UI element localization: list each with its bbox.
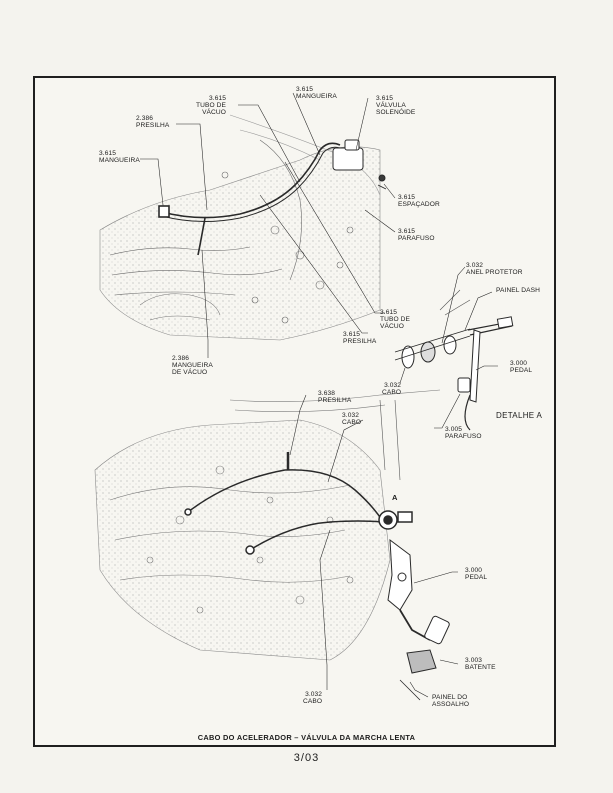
label-valvula-solenoide: 3.615 VÁLVULA SOLENÓIDE bbox=[376, 95, 416, 117]
label-cabo-3032-bottom: 3.032 CABO bbox=[303, 691, 323, 706]
label-presilha-3638: 3.638 PRESILHA bbox=[318, 390, 352, 405]
label-batente: 3.003 BATENTE bbox=[465, 657, 496, 672]
label-cabo-detail: 3.032 CABO bbox=[382, 382, 402, 397]
label-painel-dash: PAINEL DASH bbox=[496, 287, 540, 294]
label-tubo-de-vacuo-low: 3.615 TUBO DE VÁCUO bbox=[380, 309, 411, 331]
label-pedal-detail: 3.000 PEDAL bbox=[510, 360, 533, 375]
page-number: 3/03 bbox=[293, 752, 320, 764]
label-tubo-de-vacuo-top: 3.615 TUBO DE VÁCUO bbox=[196, 95, 227, 117]
label-presilha-2386: 2.386 PRESILHA bbox=[136, 115, 170, 130]
label-anel-protetor: 3.032 ANEL PROTETOR bbox=[466, 262, 523, 277]
label-mangueira-left: 3.615 MANGUEIRA bbox=[99, 150, 140, 165]
accelerator-pedal-assembly bbox=[388, 540, 450, 700]
detail-a-drawing bbox=[395, 290, 513, 430]
label-cabo-3032-top: 3.032 CABO bbox=[342, 412, 362, 427]
label-presilha-3615: 3.615 PRESILHA bbox=[343, 331, 377, 346]
label-mangueira-top: 3.615 MANGUEIRA bbox=[296, 86, 337, 101]
label-parafuso-3615: 3.615 PARAFUSO bbox=[398, 228, 435, 243]
label-parafuso-3005: 3.005 PARAFUSO bbox=[445, 426, 482, 441]
label-espacador: 3.615 ESPAÇADOR bbox=[398, 194, 440, 209]
label-pedal-main: 3.000 PEDAL bbox=[465, 567, 488, 582]
label-painel-do-assoalho: PAINEL DO ASSOALHO bbox=[432, 694, 470, 709]
marker-a: A bbox=[392, 493, 398, 502]
figure-caption: CABO DO ACELERADOR – VÁLVULA DA MARCHA LENTA bbox=[197, 733, 416, 742]
label-mangueira-de-vacuo: 2.386 MANGUEIRA DE VÁCUO bbox=[172, 355, 213, 377]
detail-a-title: DETALHE A bbox=[496, 411, 543, 420]
